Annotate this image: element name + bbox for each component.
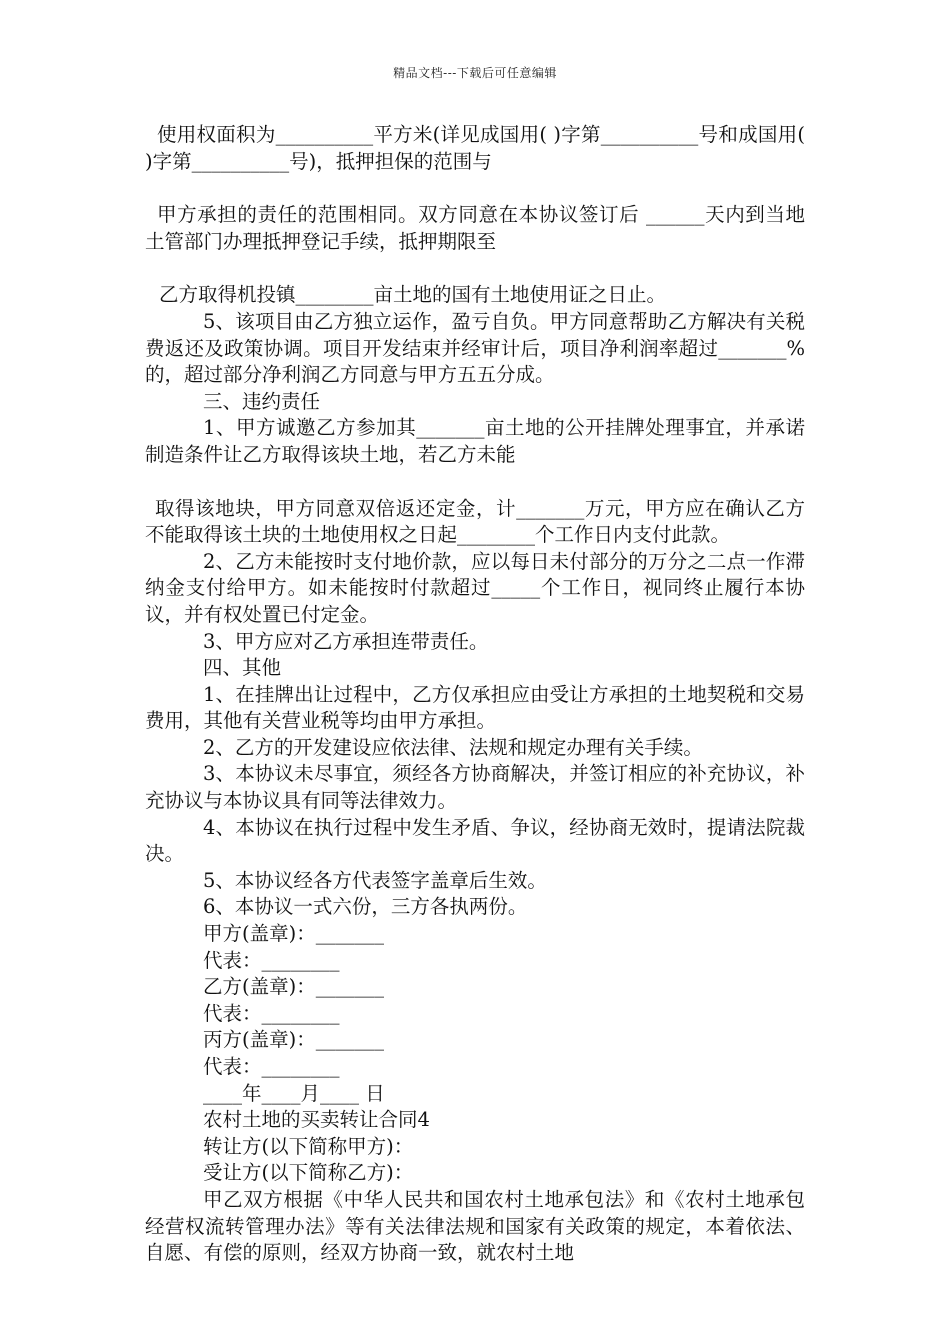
- transferee-line: 受让方(以下简称乙方)：: [203, 1161, 414, 1185]
- transferor-line: 转让方(以下简称甲方)：: [203, 1134, 414, 1158]
- paragraph-14: 4、本协议在执行过程中发生矛盾、争议，经协商无效时，提请法院裁决。: [145, 815, 805, 866]
- paragraph-13: 3、本协议未尽事宜，须经各方协商解决，并签订相应的补充协议，补充协议与本协议具有同等法律效力。: [145, 762, 805, 813]
- paragraph-27: 甲乙双方根据《中华人民共和国农村土地承包法》和《农村土地承包经营权流转管理办法》等有关法律法规和国家有关政策的规定，本着依法、自愿、有偿的原则，经双方协商一致，就农村土地: [145, 1187, 805, 1265]
- paragraph-6: 1、甲方诚邀乙方参加其_______亩土地的公开挂牌处理事宜，并承诺制造条件让乙方取得该块土地，若乙方未能: [145, 416, 805, 466]
- paragraph-16: 6、本协议一式六份，三方各执两份。: [203, 895, 528, 919]
- paragraph-1: 使用权面积为__________平方米(详见成国用( )字第__________号和成国用( )字第__________号)，抵押担保的范围与: [145, 123, 805, 173]
- paragraph-gap: [145, 255, 805, 282]
- paragraph-8: 2、乙方未能按时支付地价款，应以每日未付部分的万分之二点一作滞纳金支付给甲方。如未能按时付款超过_____个工作日，视同终止履行本协议，并有权处置已付定金。: [145, 549, 805, 626]
- paragraph-11: 1、在挂牌出让过程中，乙方仅承担应由受让方承担的土地契税和交易费用，其他有关营业税等均由甲方承担。: [145, 682, 805, 733]
- section-heading: 三、违约责任: [203, 389, 321, 413]
- signature-date: ____年____月____ 日: [203, 1081, 385, 1105]
- paragraph-gap: [145, 175, 805, 202]
- page-header: 精品文档---下载后可任意编辑: [393, 66, 557, 80]
- document-body: [145, 122, 805, 1267]
- signature-representative: 代表：________: [203, 1001, 340, 1025]
- paragraph-9: 3、甲方应对乙方承担连带责任。: [203, 629, 489, 653]
- signature-representative: 代表：________: [203, 1055, 340, 1078]
- signature-representative: 代表：________: [203, 948, 340, 972]
- paragraph-12: 2、乙方的开发建设应依法律、法规和规定办理有关手续。: [203, 735, 703, 759]
- paragraph-gap: [145, 469, 805, 496]
- signature-party-c: 丙方(盖章)：_______: [203, 1028, 384, 1052]
- signature-party-a: 甲方(盖章)：_______: [203, 922, 384, 946]
- signature-party-b: 乙方(盖章)：_______: [203, 975, 384, 999]
- paragraph-15: 5、本协议经各方代表签字盖章后生效。: [203, 868, 547, 892]
- section-heading: 四、其他: [203, 656, 282, 680]
- paragraph-2: 甲方承担的责任的范围相同。双方同意在本协议签订后 ______天内到当地土管部门办理抵押登记手续，抵押期限至: [145, 203, 805, 253]
- paragraph-7: 取得该地块，甲方同意双倍返还定金，计_______万元，甲方应在确认乙方不能取得该土块的土地使用权之日起________个工作日内支付此款。: [145, 496, 805, 547]
- contract-title: 农村土地的买卖转让合同4: [203, 1108, 430, 1132]
- paragraph-4: 5、该项目由乙方独立运作，盈亏自负。甲方同意帮助乙方解决有关税费返还及政策协调。项目开发结束并经审计后，项目净利润率超过_______%的，超过部分净利润乙方同意与甲方五五分成。: [145, 309, 805, 387]
- paragraph-3: 乙方取得机投镇________亩土地的国有土地使用证之日止。: [159, 283, 667, 307]
